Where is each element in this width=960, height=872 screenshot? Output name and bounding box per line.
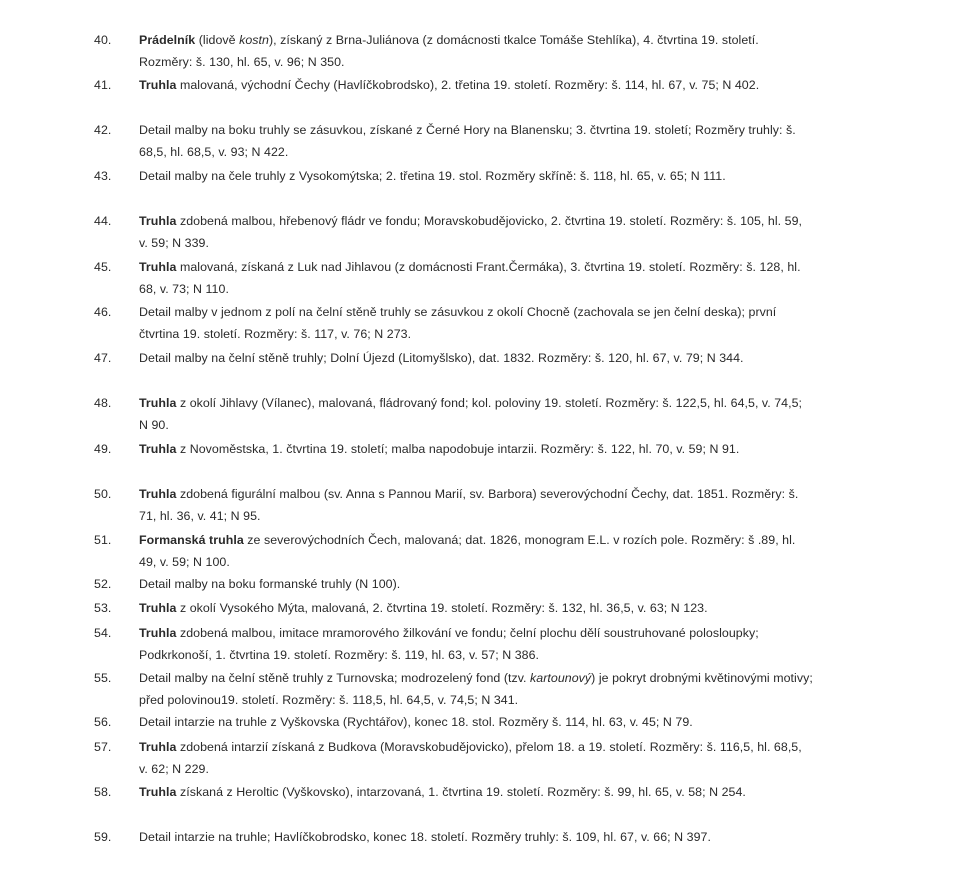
entry-title: Formanská truhla bbox=[139, 533, 244, 547]
entry-text: Detail malby na čele truhly z Vysokomýtska; 2. třetina 19. stol. Rozměry skříně: š. 118, hl. 65, v. 65; N 111. bbox=[139, 169, 726, 183]
entry-title: Truhla bbox=[139, 601, 177, 615]
entry-text: Detail intarzie na truhle; Havlíčkobrodsko, konec 18. století. Rozměry truhly: š. 109, hl. 67, v. 66; N 397. bbox=[139, 830, 711, 844]
entry-number: 49. bbox=[94, 442, 112, 456]
list-item bbox=[94, 301, 814, 345]
list-item bbox=[94, 438, 814, 460]
list-item bbox=[94, 119, 814, 163]
list-item bbox=[94, 622, 814, 666]
entry-title: Truhla bbox=[139, 396, 177, 410]
entry-number: 42. bbox=[94, 123, 112, 137]
entry-title: Truhla bbox=[139, 740, 177, 754]
entry-text: Truhla z okolí Vysokého Mýta, malovaná, 2. čtvrtina 19. století. Rozměry: š. 132, hl. 36,5, v. 63; N 123. bbox=[139, 601, 708, 615]
list-item bbox=[94, 826, 814, 848]
entry-title: Prádelník bbox=[139, 33, 196, 47]
entry-text: Truhla získaná z Heroltic (Vyškovsko), intarzovaná, 1. čtvrtina 19. století. Rozměry: š. 99, hl. 65, v. 58; N 254. bbox=[139, 785, 746, 799]
entry-text: Formanská truhla ze severovýchodních Čech, malovaná; dat. 1826, monogram E.L. v rozích pole. Rozměry: š .89, hl. 49, v. 59; N 100. bbox=[139, 533, 796, 569]
entry-text: Truhla zdobená malbou, hřebenový fládr ve fondu; Moravskobudějovicko, 2. čtvrtina 19. století. Rozměry: š. 105, hl. 59, v. 59; N 339. bbox=[139, 214, 802, 250]
list-item bbox=[94, 736, 814, 780]
entry-text: Detail malby v jednom z polí na čelní stěně truhly se zásuvkou z okolí Chocně (zachovala se jen čelní deska); první čtvrtina 19. století. Rozměry: š. 117, v. 76; N 273. bbox=[139, 305, 777, 341]
entry-title: Truhla bbox=[139, 626, 177, 640]
entry-title: Truhla bbox=[139, 78, 177, 92]
entry-text: Truhla zdobená malbou, imitace mramorového žilkování ve fondu; čelní plochu dělí soustruhované polosloupky; Podkrkonoší, 1. čtvrtina 19. století. Rozměry: š. 119, hl. 63, v. 57; N 386. bbox=[139, 626, 759, 662]
entry-number: 43. bbox=[94, 169, 112, 183]
entry-number: 55. bbox=[94, 671, 112, 685]
entry-number: 40. bbox=[94, 33, 112, 47]
entry-number: 45. bbox=[94, 260, 112, 274]
entry-text: Detail malby na boku formanské truhly (N 100). bbox=[139, 577, 401, 591]
entry-text: Truhla z Novoměstska, 1. čtvrtina 19. století; malba napodobuje intarzii. Rozměry: š. 122, hl. 70, v. 59; N 91. bbox=[139, 442, 740, 456]
entry-title: Truhla bbox=[139, 214, 177, 228]
entry-number: 41. bbox=[94, 78, 112, 92]
entry-text: Truhla malovaná, získaná z Luk nad Jihlavou (z domácnosti Frant.Čermáka), 3. čtvrtina 19. století. Rozměry: š. 128, hl. 68, v. 73; N 110. bbox=[139, 260, 801, 296]
entry-text: Truhla z okolí Jihlavy (Vílanec), malovaná, fládrovaný fond; kol. poloviny 19. století. Rozměry: š. 122,5, hl. 64,5, v. 74,5; N 90. bbox=[139, 396, 803, 432]
list-item bbox=[94, 210, 814, 254]
entry-title: Truhla bbox=[139, 442, 177, 456]
entry-italic: kartounový bbox=[530, 671, 592, 685]
list-item bbox=[94, 256, 814, 300]
list-item bbox=[94, 165, 814, 187]
entry-text: Detail intarzie na truhle z Vyškovska (Rychtářov), konec 18. stol. Rozměry š. 114, hl. 63, v. 45; N 79. bbox=[139, 715, 693, 729]
entry-number: 59. bbox=[94, 830, 112, 844]
entry-text: Truhla zdobená figurální malbou (sv. Anna s Pannou Marií, sv. Barbora) severovýchodní Čechy, dat. 1851. Rozměry: š. 71, hl. 36, v. 41; N 95. bbox=[139, 487, 799, 523]
entry-text: Truhla malovaná, východní Čechy (Havlíčkobrodsko), 2. třetina 19. století. Rozměry: š. 114, hl. 67, v. 75; N 402. bbox=[139, 78, 760, 92]
list-item bbox=[94, 781, 814, 803]
list-item bbox=[94, 667, 814, 711]
list-item bbox=[94, 74, 814, 96]
entry-number: 58. bbox=[94, 785, 112, 799]
entry-title: Truhla bbox=[139, 260, 177, 274]
entry-italic: kostn bbox=[239, 33, 269, 47]
list-item bbox=[94, 529, 814, 573]
list-item bbox=[94, 597, 814, 619]
entry-title: Truhla bbox=[139, 785, 177, 799]
entry-text: Detail malby na čelní stěně truhly z Turnovska; modrozelený fond (tzv. kartounový) je pokryt drobnými květinovými motivy; před polovinou19. století. Rozměry: š. 118,5, hl. 64,5, v. 74,5; N 341. bbox=[139, 671, 813, 707]
list-item bbox=[94, 711, 814, 733]
entry-number: 48. bbox=[94, 396, 112, 410]
list-item bbox=[94, 392, 814, 436]
entry-number: 57. bbox=[94, 740, 112, 754]
entry-number: 44. bbox=[94, 214, 112, 228]
entry-text: Prádelník (lidově kostn), získaný z Brna-Juliánova (z domácnosti tkalce Tomáše Stehlíka), 4. čtvrtina 19. století. Rozměry: š. 130, hl. 65, v. 96; N 350. bbox=[139, 33, 759, 69]
entry-number: 47. bbox=[94, 351, 112, 365]
entry-number: 56. bbox=[94, 715, 112, 729]
entry-text: Truhla zdobená intarzií získaná z Budkova (Moravskobudějovicko), přelom 18. a 19. století. Rozměry: š. 116,5, hl. 68,5, v. 62; N 229. bbox=[139, 740, 802, 776]
list-item bbox=[94, 347, 814, 369]
entry-number: 52. bbox=[94, 577, 112, 591]
entry-title: Truhla bbox=[139, 487, 177, 501]
entry-number: 46. bbox=[94, 305, 112, 319]
entry-number: 53. bbox=[94, 601, 112, 615]
entry-number: 50. bbox=[94, 487, 112, 501]
list-item bbox=[94, 573, 814, 595]
entry-text: Detail malby na čelní stěně truhly; Dolní Újezd (Litomyšlsko), dat. 1832. Rozměry: š. 120, hl. 67, v. 79; N 344. bbox=[139, 351, 744, 365]
list-item bbox=[94, 483, 814, 527]
entry-number: 54. bbox=[94, 626, 112, 640]
entry-text: Detail malby na boku truhly se zásuvkou, získané z Černé Hory na Blanensku; 3. čtvrtina 19. století; Rozměry truhly: š. 68,5, hl. 68,5, v. 93; N 422. bbox=[139, 123, 796, 159]
entry-number: 51. bbox=[94, 533, 112, 547]
list-item bbox=[94, 29, 814, 73]
